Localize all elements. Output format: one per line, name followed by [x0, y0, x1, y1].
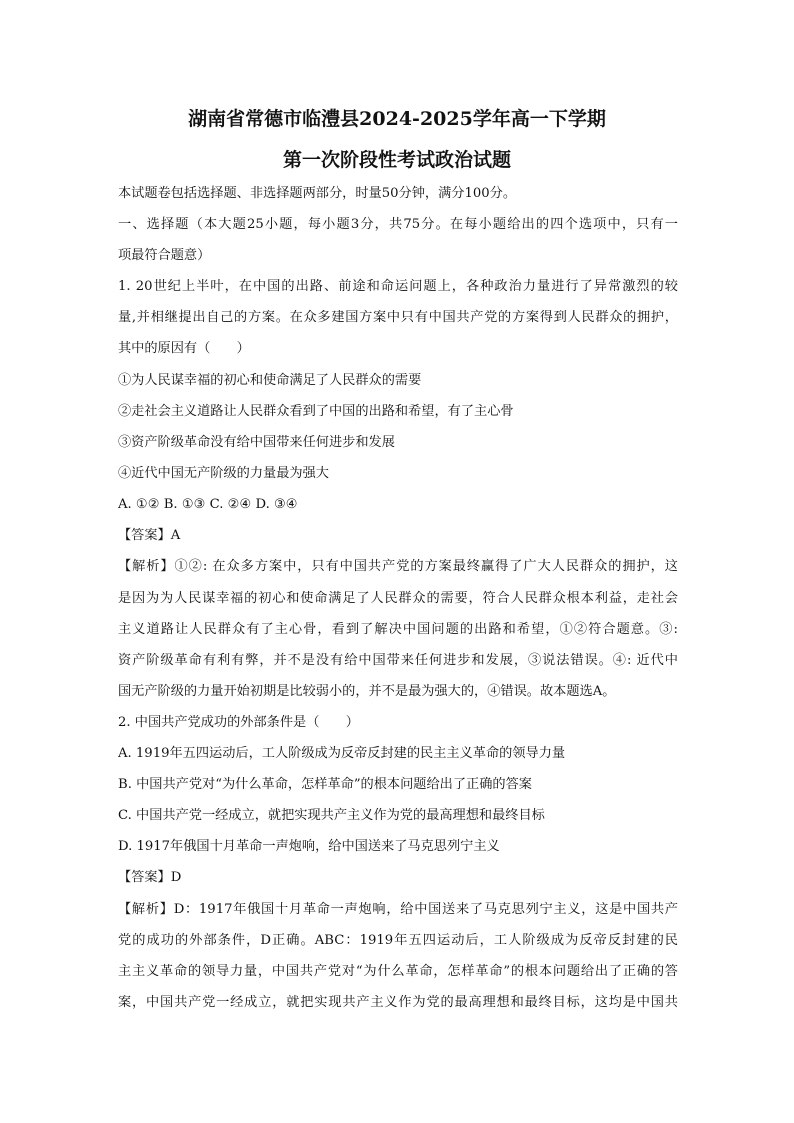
q1-analysis-line-3: 主义道路让人民群众有了主心骨，看到了解决中国问题的出路和希望，①②符合题意。③:: [118, 622, 678, 637]
q2-stem: 2. 中国共产党成功的外部条件是（ ）: [118, 715, 359, 730]
q1-stem-line-1: 1. 20世纪上半叶，在中国的出路、前途和命运问题上，各种政治力量进行了异常激烈的较: [118, 279, 678, 294]
q1-analysis-line-2: 是因为为人民谋幸福的初心和使命满足了人民群众的需要，符合人民群众根本利益，走社会: [118, 591, 678, 606]
intro-text: 本试题卷包括选择题、非选择题两部分，时量50分钟，满分100分。: [118, 186, 517, 201]
q1-item-1: ①为人民谋幸福的初心和使命满足了人民群众的需要: [118, 373, 422, 388]
q1-item-3: ③资产阶级革命没有给中国带来任何进步和发展: [118, 435, 395, 450]
q1-analysis-line-4: 资产阶级革命有利有弊，并不是没有给中国带来任何进步和发展，③说法错误。④: 近代中: [118, 653, 678, 668]
q1-item-4: ④近代中国无产阶级的力量最为强大: [118, 466, 329, 481]
q2-analysis-line-4: 案，中国共产党一经成立，就把实现共产主义作为党的最高理想和最终目标，这均是中国共: [118, 995, 678, 1010]
q1-analysis-line-1: 【解析】①②: 在众多方案中，只有中国共产党的方案最终赢得了广大人民群众的拥护，这: [118, 559, 678, 574]
q1-analysis-line-5: 国无产阶级的力量开始初期是比较弱小的，并不是最为强大的，④错误。故本题选A。: [118, 684, 616, 699]
q1-options: A. ①② B. ①③ C. ②④ D. ③④: [118, 497, 298, 512]
q2-answer: 【答案】D: [118, 870, 182, 885]
q2-analysis-line-1: 【解析】D：1917年俄国十月革命一声炮响，给中国送来了马克思列宁主义，这是中国共产: [118, 902, 678, 917]
q2-option-d: D. 1917年俄国十月革命一声炮响，给中国送来了马克思列宁主义: [118, 839, 500, 854]
q2-analysis-line-3: 主主义革命的领导力量，中国共产党对“为什么革命，怎样革命”的根本问题给出了正确的答: [118, 964, 678, 979]
q1-item-2: ②走社会主义道路让人民群众看到了中国的出路和希望，有了主心骨: [118, 404, 514, 419]
q1-stem-line-3: 其中的原因有（ ）: [118, 341, 250, 356]
q1-answer: 【答案】A: [118, 528, 181, 543]
q1-stem-line-2: 量,并相继提出自己的方案。在众多建国方案中只有中国共产党的方案得到人民群众的拥护，: [118, 310, 678, 325]
q2-analysis-line-2: 党的成功的外部条件，D正确。ABC：1919年五四运动后，工人阶级成为反帝反封建的民: [118, 933, 678, 948]
section-header-line-1: 一、选择题（本大题25小题，每小题3分，共75分。在每小题给出的四个选项中，只有一: [118, 217, 678, 232]
section-header-line-2: 项最符合题意）: [118, 248, 211, 263]
q2-option-b: B. 中国共产党对“为什么革命，怎样革命”的根本问题给出了正确的答案: [118, 777, 532, 792]
q2-option-c: C. 中国共产党一经成立，就把实现共产主义作为党的最高理想和最终目标: [118, 808, 545, 823]
q2-option-a: A. 1919年五四运动后，工人阶级成为反帝反封建的民主主义革命的领导力量: [118, 746, 566, 761]
document-title-line-2: 第一次阶段性考试政治试题: [282, 149, 511, 171]
document-title-line-1: 湖南省常德市临澧县2024-2025学年高一下学期: [188, 108, 606, 130]
